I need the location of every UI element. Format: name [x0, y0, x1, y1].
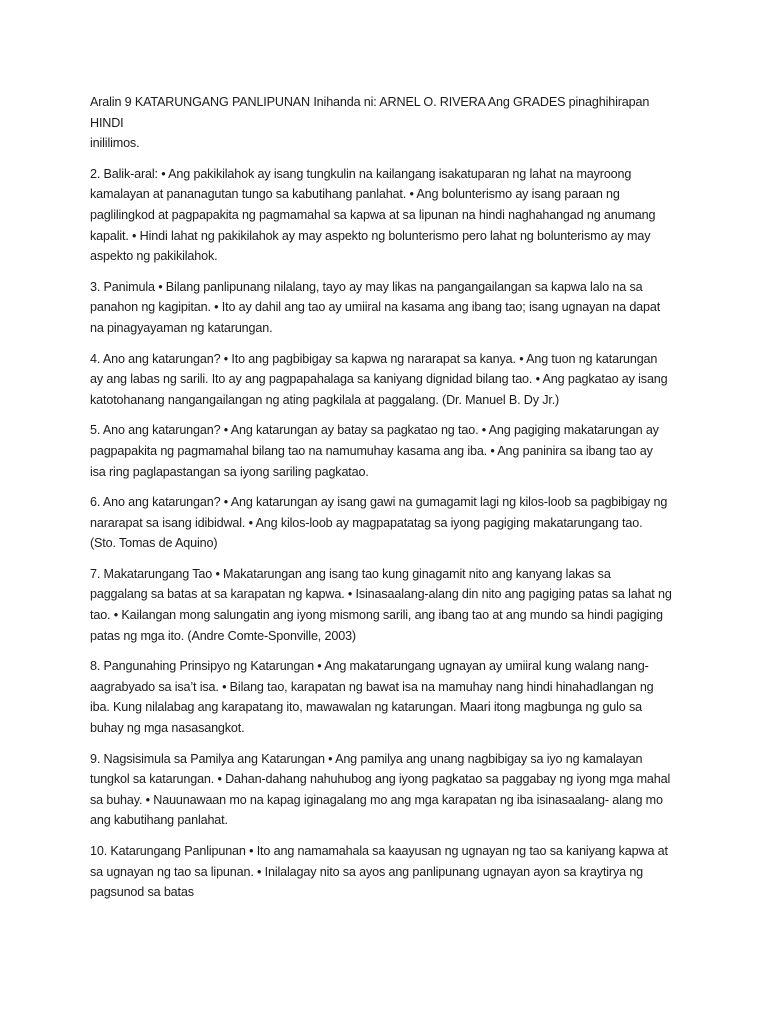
document-body — [90, 92, 680, 913]
paragraph-ano-ang-katarungan-4: 4. Ano ang katarungan? • Ito ang pagbibigay sa kapwa ng nararapat sa kanya. • Ang tuon ng katarungan ay ang labas ng sarili. Ito ay ang pagpapahalaga sa kaniyang dignidad bilang tao. • Ang pagkatao ay isang katotohanang nangangailangan ng ating pagkilala at paggalang. (Dr. Manuel B. Dy Jr.) — [90, 351, 668, 407]
paragraph-makatarungang-tao: 7. Makatarungang Tao • Makatarungan ang isang tao kung ginagamit nito ang kanyang lakas sa paggalang sa batas at sa karapatan ng kapwa. • Isinasaalang-alang din nito ang pagiging patas sa lahat ng tao. • Kailangan mong salungatin ang iyong mismong sarili, ang ibang tao at ang mundo sa hindi pagiging patas ng mga ito. (Andre Comte-Sponville, 2003) — [90, 566, 672, 643]
paragraph-ano-ang-katarungan-6: 6. Ano ang katarungan? • Ang katarungan ay isang gawi na gumagamit lagi ng kilos-loob sa pagbibigay ng nararapat sa isang idibidwal. • Ang kilos-loob ay magpapatatag sa iyong pagiging makatarungang tao. (Sto. Tomas de Aquino) — [90, 495, 668, 551]
paragraph-balik-aral: 2. Balik-aral: • Ang pakikilahok ay isang tungkulin na kailangang isakatuparan ng lahat na mayroong kamalayan at pananagutan tungo sa kabutihang panlahat. • Ang bolunterismo ay isang paraan ng paglilingkod at pagpapakita ng pagmamahal sa kapwa at sa lipunan na hindi naghahangad ng anumang kapalit. • Hindi lahat ng pakikilahok ay may aspekto ng bolunterismo pero lahat ng bolunterismo ay may aspekto ng pakikilahok. — [90, 166, 656, 264]
paragraph-pangunahing-prinsipyo: 8. Pangunahing Prinsipyo ng Katarungan • Ang makatarungang ugnayan ay umiiral kung walang nang- aagrabyado sa isa’t isa. • Bilang tao, karapatan ng bawat isa na mamuhay nang hindi hinahadlangan ng iba. Kung nilalabag ang karapatang ito, mawawalan ng katarungan. Maari itong magbunga ng gulo sa buhay ng mga nasasangkot. — [90, 659, 654, 736]
paragraph-panimula: 3. Panimula • Bilang panlipunang nilalang, tayo ay may likas na pangangailangan sa kapwa lalo na sa panahon ng kagipitan. • Ito ay dahil ang tao ay umiiral na kasama ang ibang tao; isang ugnayan na dapat na pinagyayaman ng katarungan. — [90, 279, 661, 335]
paragraph-katarungang-panlipunan: 10. Katarungang Panlipunan • Ito ang namamahala sa kaayusan ng ugnayan ng tao sa kaniyang kapwa at sa ugnayan ng tao sa lipunan. • Inilalagay nito sa ayos ang panlipunang ugnayan ayon sa kraytirya ng pagsunod sa batas — [90, 844, 668, 900]
paragraph-heading: Aralin 9 KATARUNGANG PANLIPUNAN Inihanda ni: ARNEL O. RIVERA Ang GRADES pinaghihirapan HINDI inililimos. — [90, 95, 650, 151]
paragraph-ano-ang-katarungan-5: 5. Ano ang katarungan? • Ang katarungan ay batay sa pagkatao ng tao. • Ang pagiging makatarungan ay pagpapakita ng pagmamahal bilang tao na namumuhay kasama ang iba. • Ang paninira sa ibang tao ay isa ring paglapastangan sa iyong sariling pagkatao. — [90, 423, 659, 479]
paragraph-pamilya: 9. Nagsisimula sa Pamilya ang Katarungan • Ang pamilya ang unang nagbibigay sa iyo ng kamalayan tungkol sa katarungan. • Dahan-dahang nahuhubog ang iyong pagkatao sa paggabay ng iyong mga mahal sa buhay. • Nauunawaan mo na kapag iginagalang mo ang mga karapatan ng iba isinasaalang- alang mo ang kabutihang panlahat. — [90, 751, 671, 828]
